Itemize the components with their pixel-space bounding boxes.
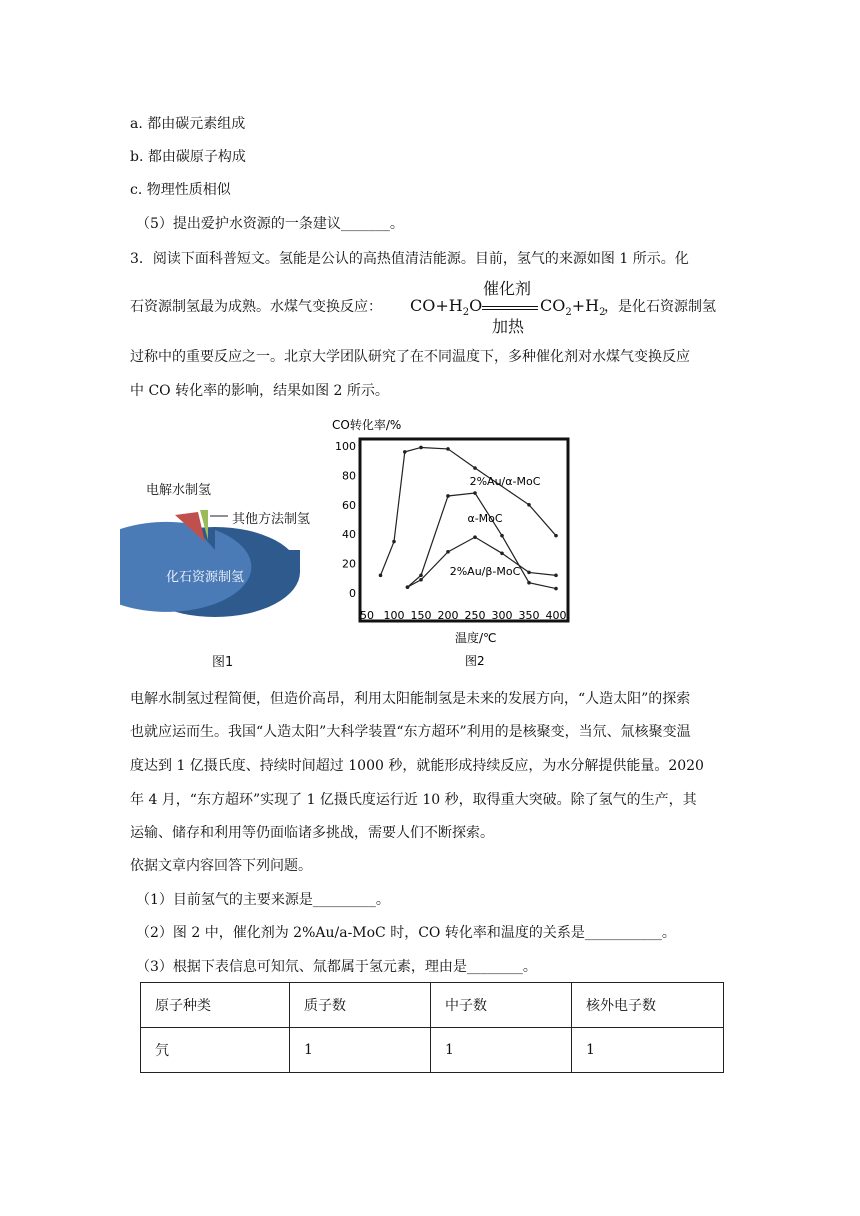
series-label-1: α-MoC [467, 512, 503, 525]
data-point [392, 540, 396, 544]
y-tick-label: 40 [342, 528, 356, 542]
question-3-3: （3）根据下表信息可知氘、氚都属于氢元素，理由是________。 [136, 959, 537, 975]
x-tick-label: 200 [437, 609, 459, 622]
y-tick-label: 0 [349, 587, 356, 600]
figure2-line-chart [330, 415, 580, 675]
reaction-left-end: O [469, 296, 483, 315]
x-tick-label: 100 [383, 609, 405, 622]
passage-line6: 依据文章内容回答下列问题。 [130, 858, 312, 874]
data-point [500, 552, 504, 556]
y-tick-label: 60 [342, 498, 356, 512]
q3-intro-line2a: 石资源制氢最为成熟。水煤气变换反应： [130, 299, 382, 315]
chart-plot-frame [360, 439, 568, 621]
series-line-2 [408, 537, 557, 587]
data-point [473, 491, 477, 495]
table-header-cell: 中子数 [431, 983, 572, 1028]
chart-caption: 图2 [465, 654, 485, 668]
table-header-cell: 原子种类 [141, 983, 290, 1028]
table-cell: 1 [431, 1028, 572, 1073]
pie-label-fossil: 化石资源制氢 [166, 570, 245, 585]
reaction-right1-sub: 2 [565, 307, 572, 319]
chart-xlabel: 温度/℃ [455, 631, 497, 645]
reaction-left-sub: 2 [462, 307, 470, 319]
data-point [554, 587, 558, 591]
series-label-2: 2%Au/β-MoC [449, 565, 521, 578]
data-point [446, 550, 450, 554]
question-5: （5）提出爱护水资源的一条建议_______。 [136, 216, 404, 232]
reaction-equation [410, 279, 610, 336]
passage-line1: 电解水制氢过程简便，但造价高昂，利用太阳能制氢是未来的发展方向，“人造太阳”的探索 [130, 691, 691, 707]
reaction-right1: CO [540, 296, 566, 315]
x-tick-label: 250 [464, 609, 486, 622]
passage-line5: 运输、储存和利用等仍面临诸多挑战，需要人们不断探索。 [130, 825, 494, 841]
data-point [527, 571, 531, 575]
data-point [446, 447, 450, 451]
table-cell: 1 [290, 1028, 431, 1073]
series-label-0: 2%Au/α-MoC [469, 475, 541, 488]
x-tick-label: 400 [545, 609, 567, 622]
y-tick-label: 20 [342, 557, 356, 571]
data-point [419, 574, 423, 578]
table-cell: 氕 [141, 1028, 290, 1073]
data-point [527, 581, 531, 585]
x-tick-label: 300 [491, 609, 513, 622]
data-point [379, 574, 383, 578]
passage-line2: 也就应运而生。我国“人造太阳”大科学装置“东方超环”利用的是核聚变，当氘、氚核聚变温 [130, 724, 691, 740]
q3-intro-line3: 过称中的重要反应之一。北京大学团队研究了在不同温度下，多种催化剂对水煤气变换反应 [130, 349, 690, 365]
y-tick-label: 100 [335, 440, 356, 453]
passage-line3: 度达到 1 亿摄氏度、持续时间超过 1000 秒，就能形成持续反应，为水分解提供能量。2020 [130, 758, 704, 774]
x-tick-label: 50 [360, 609, 374, 622]
option-a: a. 都由碳元素组成 [130, 116, 246, 132]
data-point [527, 503, 531, 507]
data-point [446, 494, 450, 498]
data-point [419, 446, 423, 450]
passage-line4: 年 4 月，“东方超环”实现了 1 亿摄氏度运行近 10 秒，取得重大突破。除了氢气的生产，其 [130, 792, 697, 808]
data-point [403, 450, 407, 454]
q3-intro-line2b: ，是化石资源制氢 [604, 299, 716, 315]
chart-title: CO转化率/% [332, 418, 402, 432]
data-point [554, 534, 558, 538]
question-3-1: （1）目前氢气的主要来源是_________。 [136, 892, 390, 908]
x-tick-label: 350 [518, 609, 540, 622]
pie-label-electrolysis: 电解水制氢 [146, 483, 212, 498]
reaction-arrow-line [482, 306, 538, 307]
question-3-2: （2）图 2 中，催化剂为 2%Au/a-MoC 时，CO 转化率和温度的关系是___________。 [136, 925, 676, 941]
table-header-cell: 核外电子数 [572, 983, 724, 1028]
table-header-row [141, 983, 724, 1028]
option-c: c. 物理性质相似 [130, 182, 231, 198]
q3-intro-line4: 中 CO 转化率的影响，结果如图 2 所示。 [130, 383, 389, 399]
data-point [406, 585, 410, 589]
data-point [473, 535, 477, 539]
data-point [554, 574, 558, 578]
data-point [500, 534, 504, 538]
y-tick-label: 80 [342, 469, 356, 483]
table-header-cell: 质子数 [290, 983, 431, 1028]
figure1-caption: 图1 [212, 655, 234, 670]
atom-table [140, 982, 724, 1073]
reaction-catalyst: 催化剂 [483, 279, 532, 298]
reaction-left: CO+H [410, 296, 463, 315]
reaction-right2-sub: 2 [599, 307, 606, 319]
reaction-arrow-line-2 [482, 309, 538, 310]
option-b: b. 都由碳原子构成 [130, 149, 246, 165]
data-point [419, 578, 423, 582]
x-tick-label: 150 [410, 609, 432, 622]
reaction-right-plus: +H [571, 296, 600, 315]
data-point [473, 466, 477, 470]
reaction-condition: 加热 [492, 317, 525, 336]
table-cell: 1 [572, 1028, 724, 1073]
table-row [141, 1028, 724, 1073]
pie-label-other: 其他方法制氢 [232, 512, 311, 527]
q3-intro-line1: 3．阅读下面科普短文。氢能是公认的高热值清洁能源。目前，氢气的来源如图 1 所示。化 [130, 251, 689, 267]
